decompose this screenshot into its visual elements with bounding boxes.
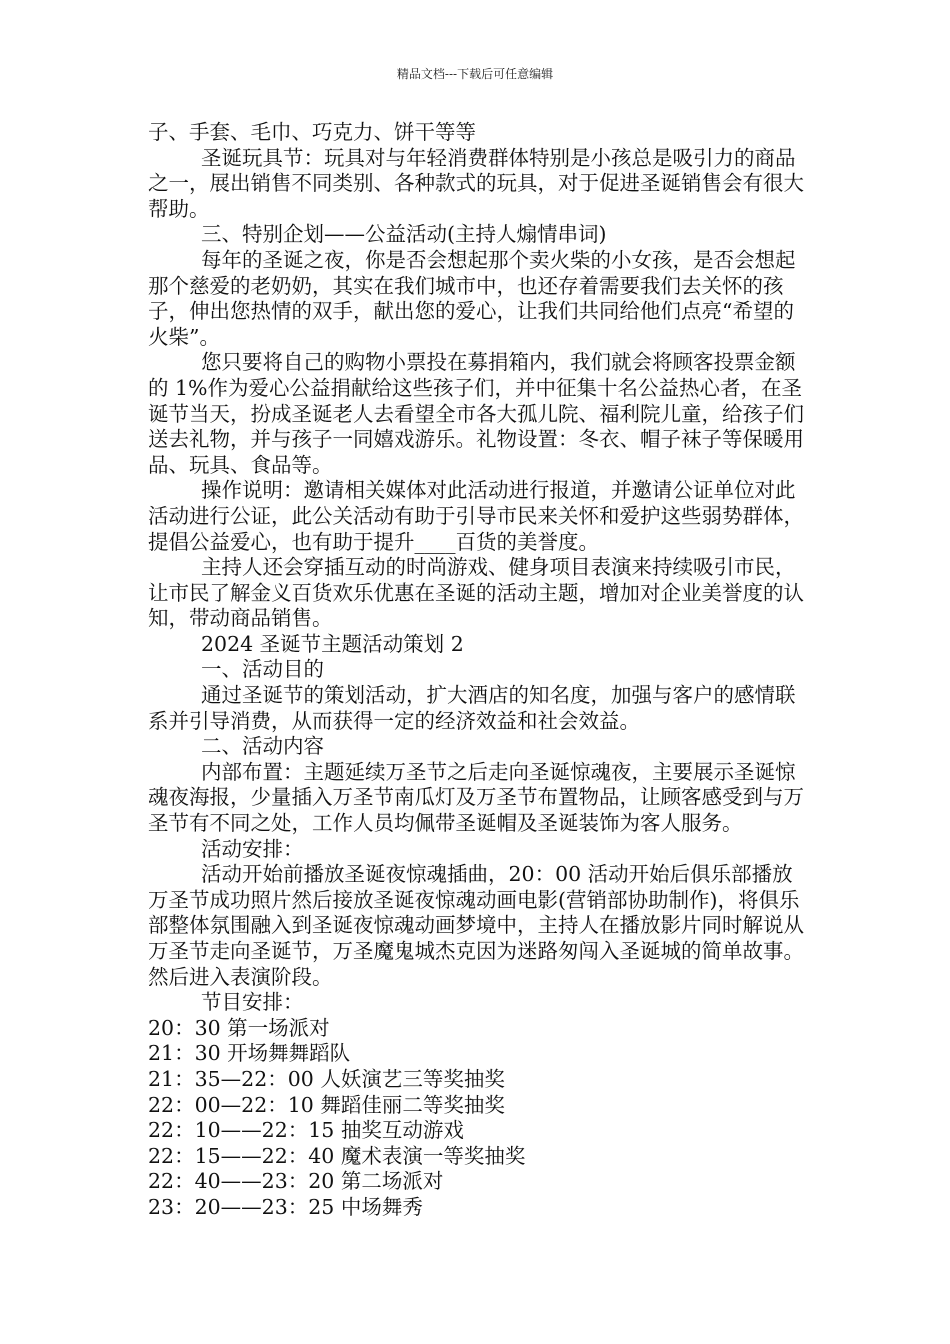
schedule-line: 20：30 第一场派对 [148,1015,330,1040]
paragraph: 每年的圣诞之夜，你是否会想起那个卖火柴的小女孩，是否会想起那个慈爱的老奶奶，其实在我们城市中，也还存着需要我们去关怀的孩子，伸出您热情的双手，献出您的爱心，让我们共同给他们点亮“希望的火柴”。 [148,247,796,349]
schedule-line: 22：15——22：40 魔术表演一等奖抽奖 [148,1143,526,1168]
page-header: 精品文档---下载后可任意编辑 [396,67,554,81]
paragraph: 您只要将自己的购物小票投在募捐箱内，我们就会将顾客投票金额的 1%作为爱心公益捐献给这些孩子们，并中征集十名公益热心者，在圣诞节当天，扮成圣诞老人去看望全市各大孤儿院、福利院儿童，给孩子们送去礼物，并与孩子一同嬉戏游乐。礼物设置：冬衣、帽子袜子等保暖用品、玩具、食品等。 [148,350,804,477]
schedule-line: 21：30 开场舞舞蹈队 [148,1041,351,1066]
paragraph: 一、活动目的 [201,657,324,682]
paragraph: 二、活动内容 [201,734,324,759]
paragraph: 节目安排： [201,990,304,1015]
paragraph: 通过圣诞节的策划活动，扩大酒店的知名度，加强与客户的感情联系并引导消费，从而获得一定的经济效益和社会效益。 [148,683,796,733]
paragraph: 活动安排： [201,836,304,861]
paragraph: 2024 圣诞节主题活动策划 2 [201,631,464,656]
paragraph: 活动开始前播放圣诞夜惊魂插曲，20：00 活动开始后俱乐部播放万圣节成功照片然后接放圣诞夜惊魂动画电影(营销部协助制作)，将俱乐部整体氛围融入到圣诞夜惊魂动画梦境中，主持人在播放影片同时解说从万圣节走向圣诞节，万圣魔鬼城杰克因为迷路匆闯入圣诞城的简单故事。然后进入表演阶段。 [148,862,804,989]
paragraph: 主持人还会穿插互动的时尚游戏、健身项目表演来持续吸引市民，让市民了解金义百货欢乐优惠在圣诞的活动主题，增加对企业美誉度的认知，带动商品销售。 [148,555,804,631]
paragraph: 子、手套、毛巾、巧克力、饼干等等 [148,120,476,144]
schedule-line: 22：40——23：20 第二场派对 [148,1169,444,1194]
paragraph: 三、特别企划——公益活动(主持人煽情串词) [201,222,607,247]
paragraph: 内部布置：主题延续万圣节之后走向圣诞惊魂夜，主要展示圣诞惊魂夜海报，少量插入万圣节南瓜灯及万圣节布置物品，让顾客感受到与万圣节有不同之处，工作人员均佩带圣诞帽及圣诞装饰为客人服务。 [148,759,804,836]
paragraph: 操作说明：邀请相关媒体对此活动进行报道，并邀请公证单位对此活动进行公证，此公关活动有助于引导市民来关怀和爱护这些弱势群体，提倡公益爱心，也有助于提升____百货的美誉度。 [148,478,804,554]
schedule-line: 23：20——23：25 中场舞秀 [148,1194,423,1219]
paragraph: 圣诞玩具节：玩具对与年轻消费群体特别是小孩总是吸引力的商品之一，展出销售不同类别、各种款式的玩具，对于促进圣诞销售会有很大帮助。 [148,145,804,221]
schedule-line: 22：00—22：10 舞蹈佳丽二等奖抽奖 [148,1092,505,1117]
document-body [148,120,808,1221]
schedule-line: 21：35—22：00 人妖演艺三等奖抽奖 [148,1066,505,1091]
schedule-line: 22：10——22：15 抽奖互动游戏 [148,1118,464,1143]
